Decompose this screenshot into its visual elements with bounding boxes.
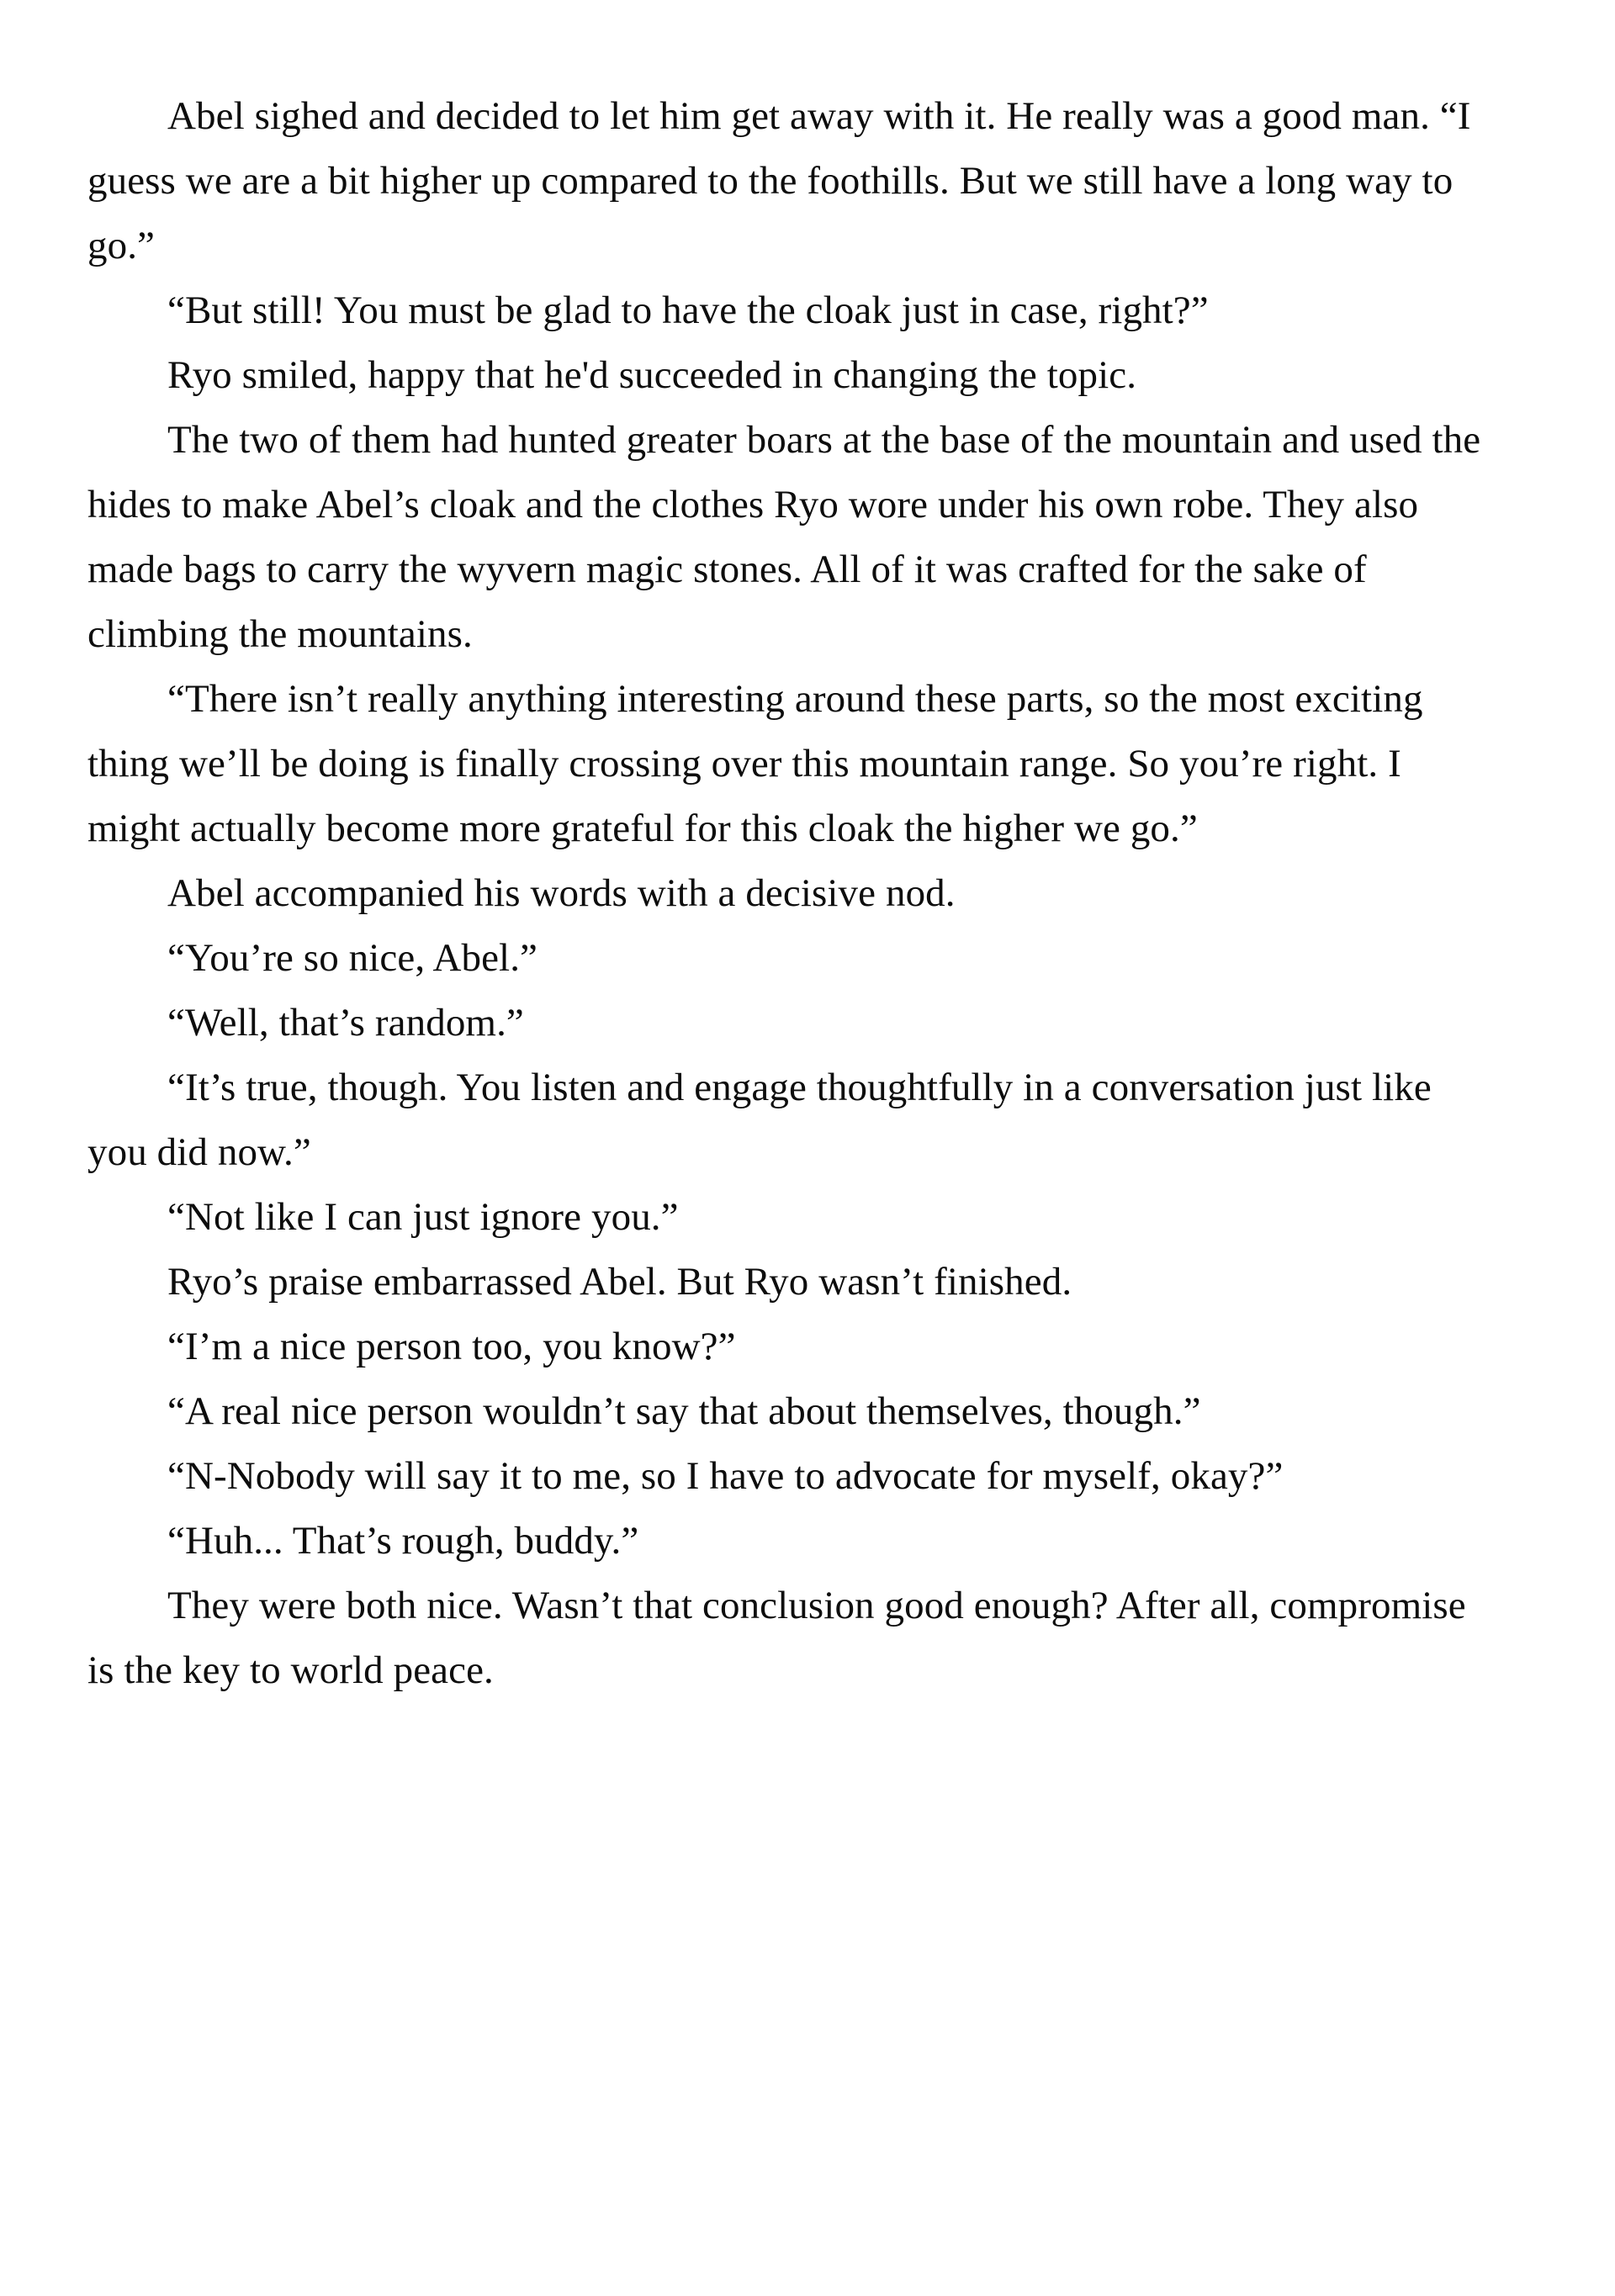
paragraph: “N-Nobody will say it to me, so I have to advocate for myself, okay?” (167, 1454, 1284, 1498)
paragraph: “A real nice person wouldn’t say that about themselves, though.” (167, 1389, 1201, 1433)
paragraph: “Well, that’s random.” (167, 1001, 524, 1045)
paragraph: “It’s true, though. You listen and engage thoughtfully in a conversation just like you did now.” (87, 1066, 1442, 1174)
paragraph: “Not like I can just ignore you.” (167, 1195, 679, 1239)
paragraph: Ryo smiled, happy that he'd succeeded in changing the topic. (167, 353, 1137, 397)
paragraph: “There isn’t really anything interesting around these parts, so the most exciting thing we’ll be doing is finally crossing over this mountain range. So you’re right. I might actually become more grateful for this cloak the higher we go.” (87, 677, 1433, 850)
paragraph: Abel accompanied his words with a decisive nod. (167, 871, 956, 915)
body-text-block (87, 84, 1491, 1703)
paragraph: “I’m a nice person too, you know?” (167, 1325, 736, 1368)
paragraph: “But still! You must be glad to have the cloak just in case, right?” (167, 288, 1209, 332)
paragraph: They were both nice. Wasn’t that conclusion good enough? After all, compromise is the key to world peace. (87, 1584, 1476, 1692)
paragraph: Abel sighed and decided to let him get away with it. He really was a good man. “I guess we are a bit higher up compared to the foothills. But we still have a long way to go.” (87, 94, 1481, 267)
paragraph: “Huh... That’s rough, buddy.” (167, 1519, 639, 1563)
paragraph: The two of them had hunted greater boars at the base of the mountain and used the hides to make Abel’s cloak and the clothes Ryo wore under his own robe. They also made bags to carry the wyvern magic stones. All of it was crafted for the sake of climbing the mountains. (87, 418, 1491, 656)
paragraph: Ryo’s praise embarrassed Abel. But Ryo wasn’t finished. (167, 1260, 1072, 1304)
paragraph: “You’re so nice, Abel.” (167, 936, 538, 980)
